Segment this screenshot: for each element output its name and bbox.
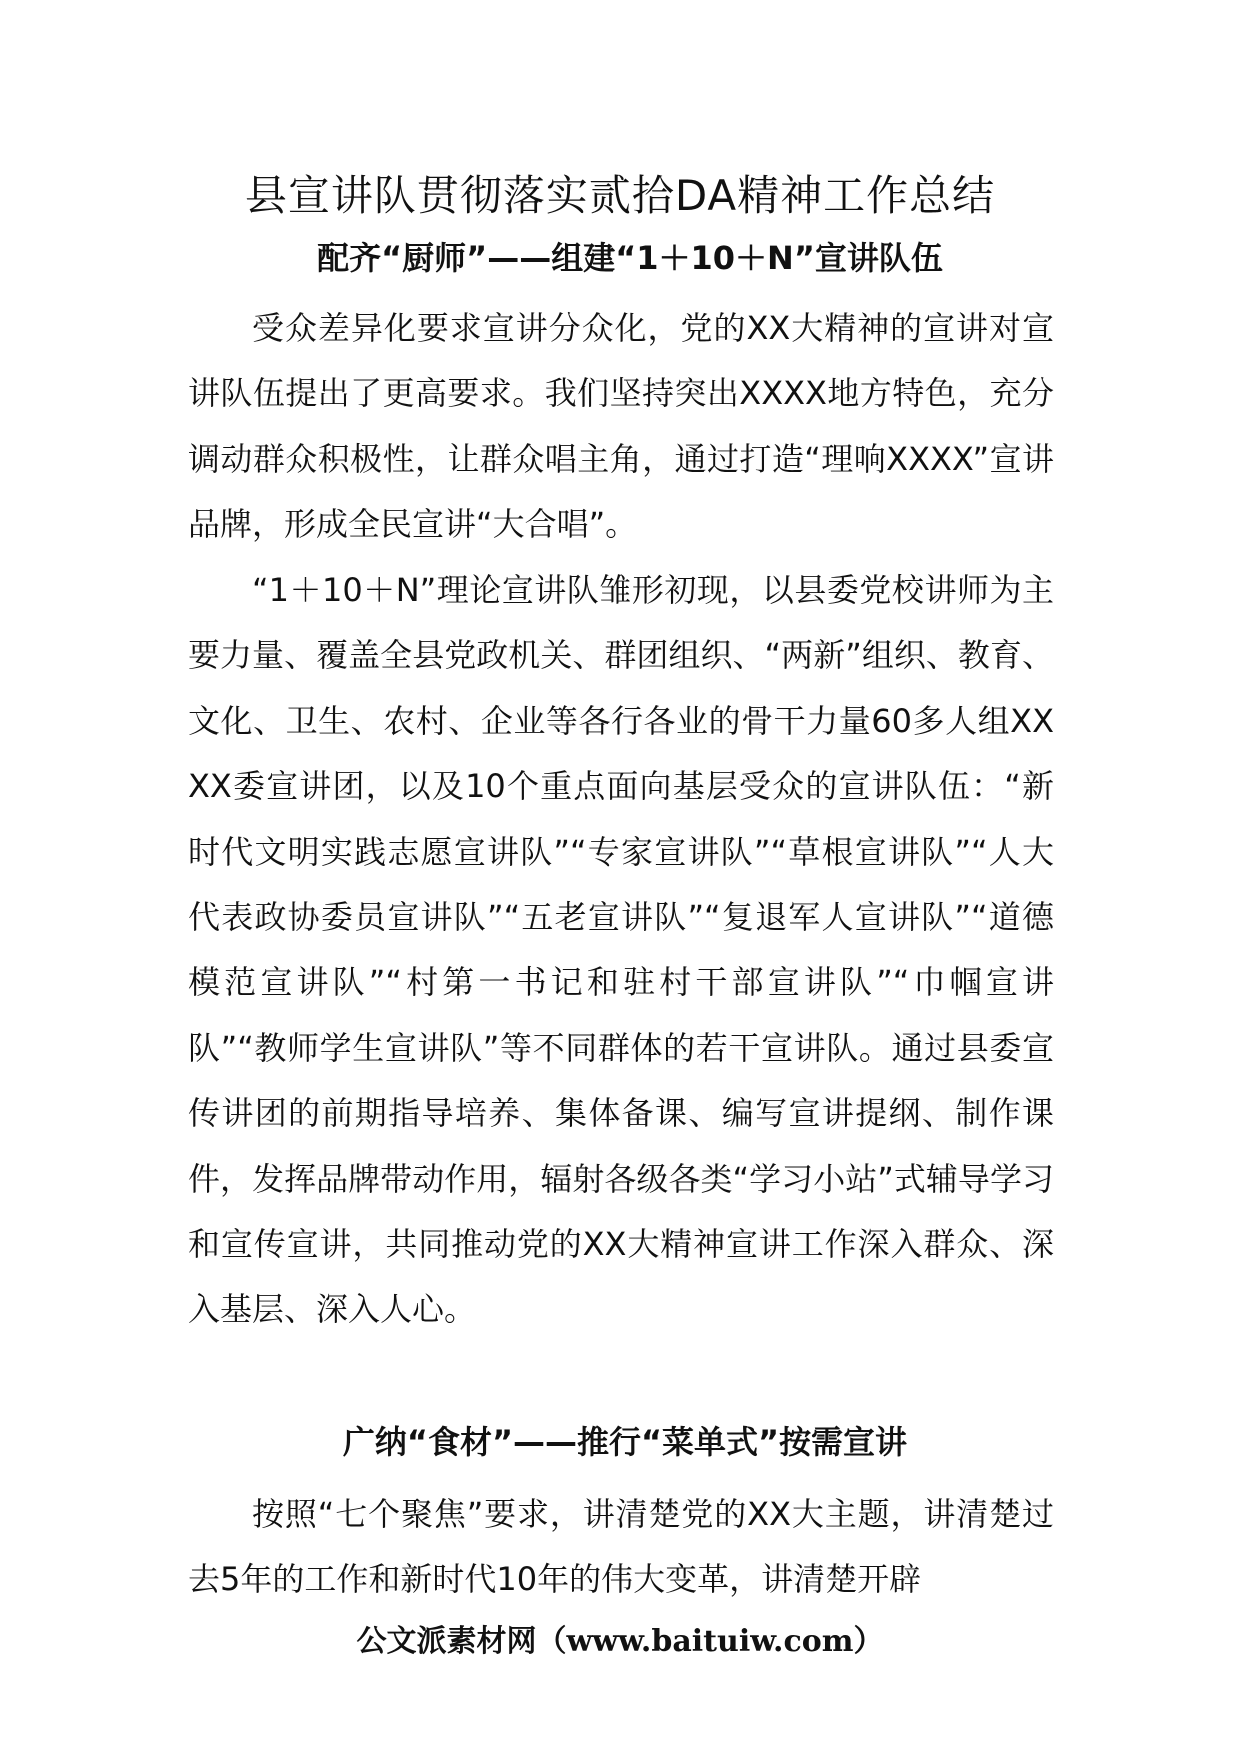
paragraph-2: “1＋10＋N”理论宣讲队雏形初现，以县委党校讲师为主要力量、覆盖全县党政机关、群团组织、“两新”组织、教育、文化、卫生、农村、企业等各行各业的骨干力量60多人组XXXX委宣讲团，以及10个重点面向基层受众的宣讲队伍：“新时代文明实践志愿宣讲队”“专家宣讲队”“草根宣讲队”“人大代表政协委员宣讲队”“五老宣讲队”“复退军人宣讲队”“道德模范宣讲队”“村第一书记和驻村干部宣讲队”“巾帼宣讲队”“教师学生宣讲队”等不同群体的若干宣讲队。通过县委宣传讲团的前期指导培养、集体备课、编写宣讲提纲、制作课件，发挥品牌带动作用，辐射各级各类“学习小站”式辅导学习和宣传宣讲，共同推动党的XX大精神宣讲工作深入群众、深入基层、深入人心。 <box>188 571 1054 1329</box>
section-heading-2: 广纳“食材”——推行“菜单式”按需宣讲 <box>342 1423 908 1461</box>
section-heading-1: 配齐“厨师”——组建“1＋10＋N”宣讲队伍 <box>317 239 943 277</box>
paragraph-1: 受众差异化要求宣讲分众化，党的XX大精神的宣讲对宣讲队伍提出了更高要求。我们坚持突出XXXX地方特色，充分调动群众积极性，让群众唱主角，通过打造“理响XXXX”宣讲品牌，形成全民宣讲“大合唱”。 <box>188 309 1054 544</box>
footer-watermark: 公文派素材网（www.baituiw.com） <box>356 1624 884 1659</box>
paragraph-3: 按照“七个聚焦”要求，讲清楚党的XX大主题，讲清楚过去5年的工作和新时代10年的伟大变革，讲清楚开辟 <box>188 1495 1054 1599</box>
document-title: 县宣讲队贯彻落实贰拾DA精神工作总结 <box>244 171 996 220</box>
